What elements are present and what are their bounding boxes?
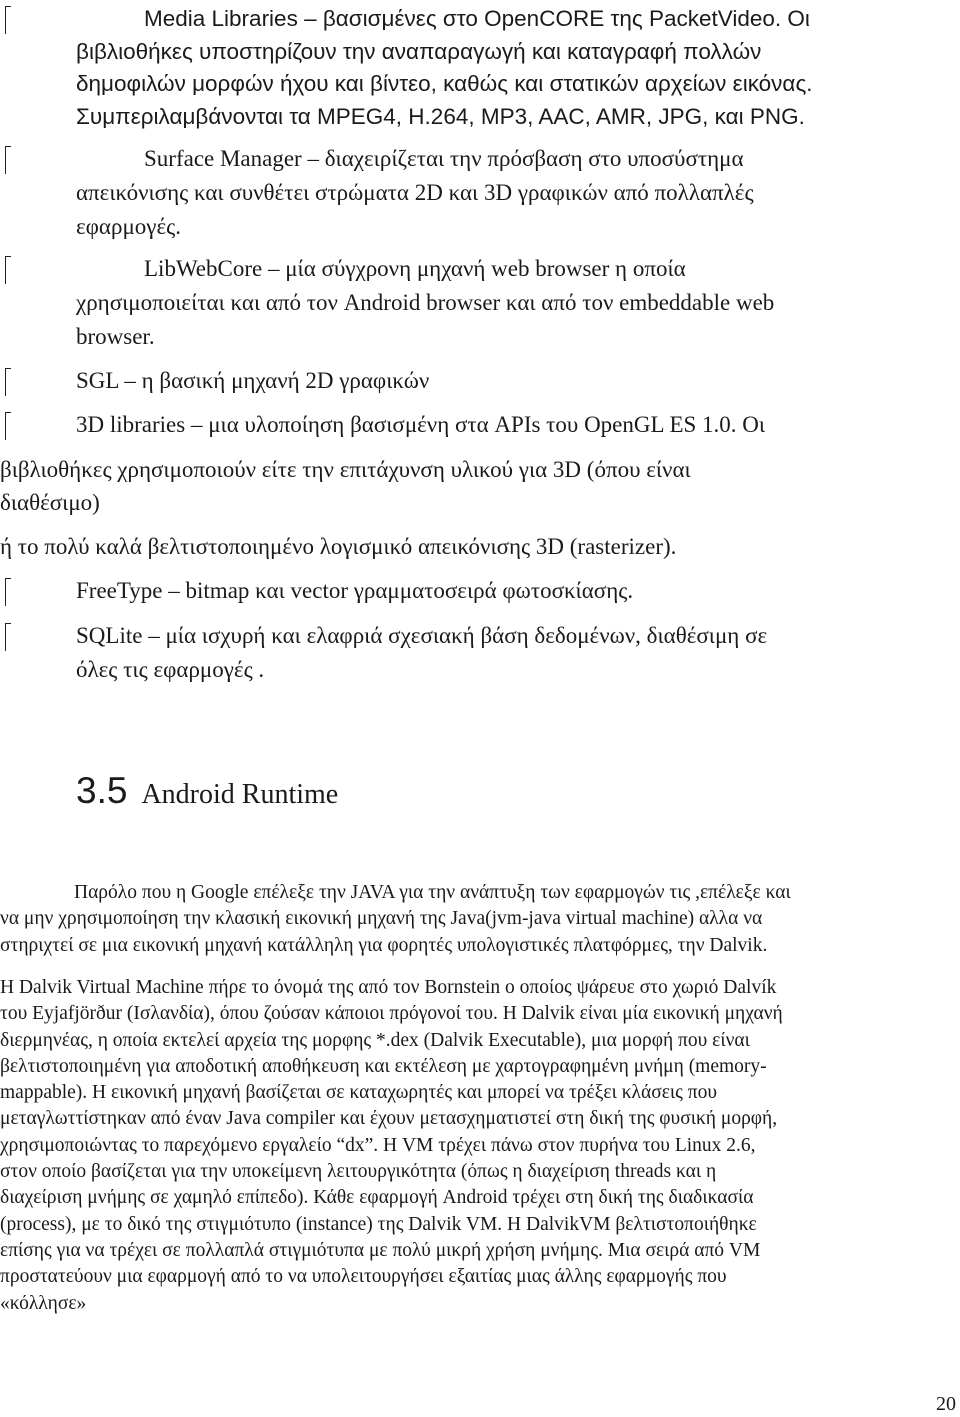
bullet-marker	[5, 623, 11, 651]
text-line: επίσης για να τρέχει σε πολλαπλά στιγμιότυπα με πολύ μικρή χρήση μνήμης. Μια σειρά από VM	[0, 1239, 761, 1261]
text-line: βιβλιοθήκες χρησιμοποιούν είτε την επιτάχυνση υλικού για 3D (όπου είναι	[0, 457, 691, 482]
text-line: διαχείριση μνήμης σε χαμηλό επίπεδο). Κάθε εφαρμογή Android τρέχει στη δική της διαδικασία	[0, 1187, 754, 1209]
bullet-surface-manager	[76, 142, 956, 244]
text-line: (process), με το δικό της στιγμιότυπο (instance) της Dalvik VM. Η DalvikVM βελτιστοποιήθηκε	[0, 1213, 757, 1235]
text-line: ή το πολύ καλά βελτιστοποιημένο λογισμικό απεικόνισης 3D (rasterizer).	[0, 534, 677, 559]
text-line: Παρόλο που η Google επέλεξε την JAVA για την ανάπτυξη των εφαρμογών τις ,επέλεξε και	[74, 882, 791, 903]
section-heading	[76, 770, 338, 830]
text-line: Η Dalvik Virtual Machine πήρε το όνομά της από τον Bornstein ο οποίος ψάρευε στο χωριό Dalvík	[0, 977, 777, 998]
text-line: Συμπεριλαμβάνονται τα MPEG4, H.264, MP3, AAC, AMR, JPG, και PNG.	[76, 103, 805, 129]
bullet-freetype: FreeType – bitmap και vector γραμματοσειρά φωτοσκίασης.	[76, 578, 634, 603]
paragraph-2	[0, 975, 954, 1317]
text-line: browser.	[76, 324, 155, 349]
section-number: 3.5	[76, 770, 128, 811]
text-line: LibWebCore – μία σύγχρονη μηχανή web browser η οποία	[144, 256, 686, 281]
text-line: προστατεύουν μια εφαρμογή από το να υπολειτουργήσει εξαιτίας μιας άλλης εφαρμογής που	[0, 1266, 727, 1288]
paragraph-1	[0, 880, 954, 959]
bullet-libwebcore	[76, 252, 956, 354]
text-line: όλες τις εφαρμογές .	[76, 657, 265, 682]
text-line: «κόλλησε»	[0, 1292, 87, 1314]
bullet-marker	[5, 412, 11, 440]
text-line: Surface Manager – διαχειρίζεται την πρόσβαση στο υποσύστημα	[144, 146, 744, 171]
bullet-3d-libraries: 3D libraries – μια υλοποίηση βασισμένη στα APIs του OpenGL ES 1.0. Οι	[76, 412, 766, 437]
text-line: δημοφιλών μορφών ήχου και βίντεο, καθώς και στατικών αρχείων εικόνας.	[76, 71, 813, 96]
bullet-sqlite: SQLite – μία ισχυρή και ελαφριά σχεσιακή βάση δεδομένων, διαθέσιμη σε	[76, 623, 768, 648]
text-line: βιβλιοθήκες υποστηρίζουν την αναπαραγωγή και καταγραφή πολλών	[76, 38, 762, 64]
text-line: χρησιμοποιείται και από τον Android browser και από τον embeddable web	[76, 290, 775, 315]
bullet-sgl: SGL – η βασική μηχανή 2D γραφικών	[76, 368, 430, 393]
page-number: 20	[936, 1393, 956, 1415]
bullet-marker	[5, 146, 11, 174]
bullet-marker	[5, 368, 11, 396]
text-line: στηριχτεί σε μια εικονική μηχανή κατάλληλη για φορητές υπολογιστικές πλατφόρμες, την Dalvik.	[0, 934, 768, 956]
text-line: χρησιμοποιώντας το παρεχόμενο εργαλείο “dx”. Η VM τρέχει πάνω στον πυρήνα του Linux 2.6,	[0, 1134, 756, 1156]
text-line: Media Libraries – βασισμένες στο OpenCORE της PacketVideo. Οι	[144, 6, 810, 31]
bullet-marker	[5, 6, 11, 34]
text-line: βελτιστοποιημένη για αποδοτική αποθήκευση και εκτέλεση με χαρτογραφημένη μνήμη (memory-	[0, 1055, 767, 1077]
text-line: του Eyjafjörður (Ισλανδία), όπου ζούσαν κάποιοι πρόγονοί του. Η Dalvik είναι μία εικονική μηχανή	[0, 1003, 783, 1025]
bullet-marker	[5, 256, 11, 284]
text-line: mappable). Η εικονική μηχανή βασίζεται σε καταχωρητές και μπορεί να τρέξει κλάσεις που	[0, 1082, 718, 1104]
text-line: στον οποίο βασίζεται για την υποκείμενη λειτουργικότητα (όπως η διαχείριση threads και η	[0, 1161, 717, 1183]
text-line: διερμηνέας, η οποία εκτελεί αρχεία της μορφης *.dex (Dalvik Executable), μια μορφή που είναι	[0, 1029, 750, 1051]
bullet-media-libraries	[76, 3, 956, 133]
text-line: εφαρμογές.	[76, 214, 181, 239]
text-line: να μην χρησιμοποίηση την κλασική εικονική μηχανή της Java(jvm-java virtual machine) αλλα να	[0, 908, 763, 930]
bullet-marker	[5, 578, 11, 606]
text-line: μεταγλωττίστηκαν από έναν Java compiler και έχουν μετασχηματιστεί στη δική της φυσική μορφή,	[0, 1108, 778, 1130]
text-line: διαθέσιμο)	[0, 490, 100, 515]
section-title: Android Runtime	[141, 779, 339, 810]
text-line: απεικόνισης και συνθέτει στρώματα 2D και 3D γραφικών από πολλαπλές	[76, 180, 754, 205]
